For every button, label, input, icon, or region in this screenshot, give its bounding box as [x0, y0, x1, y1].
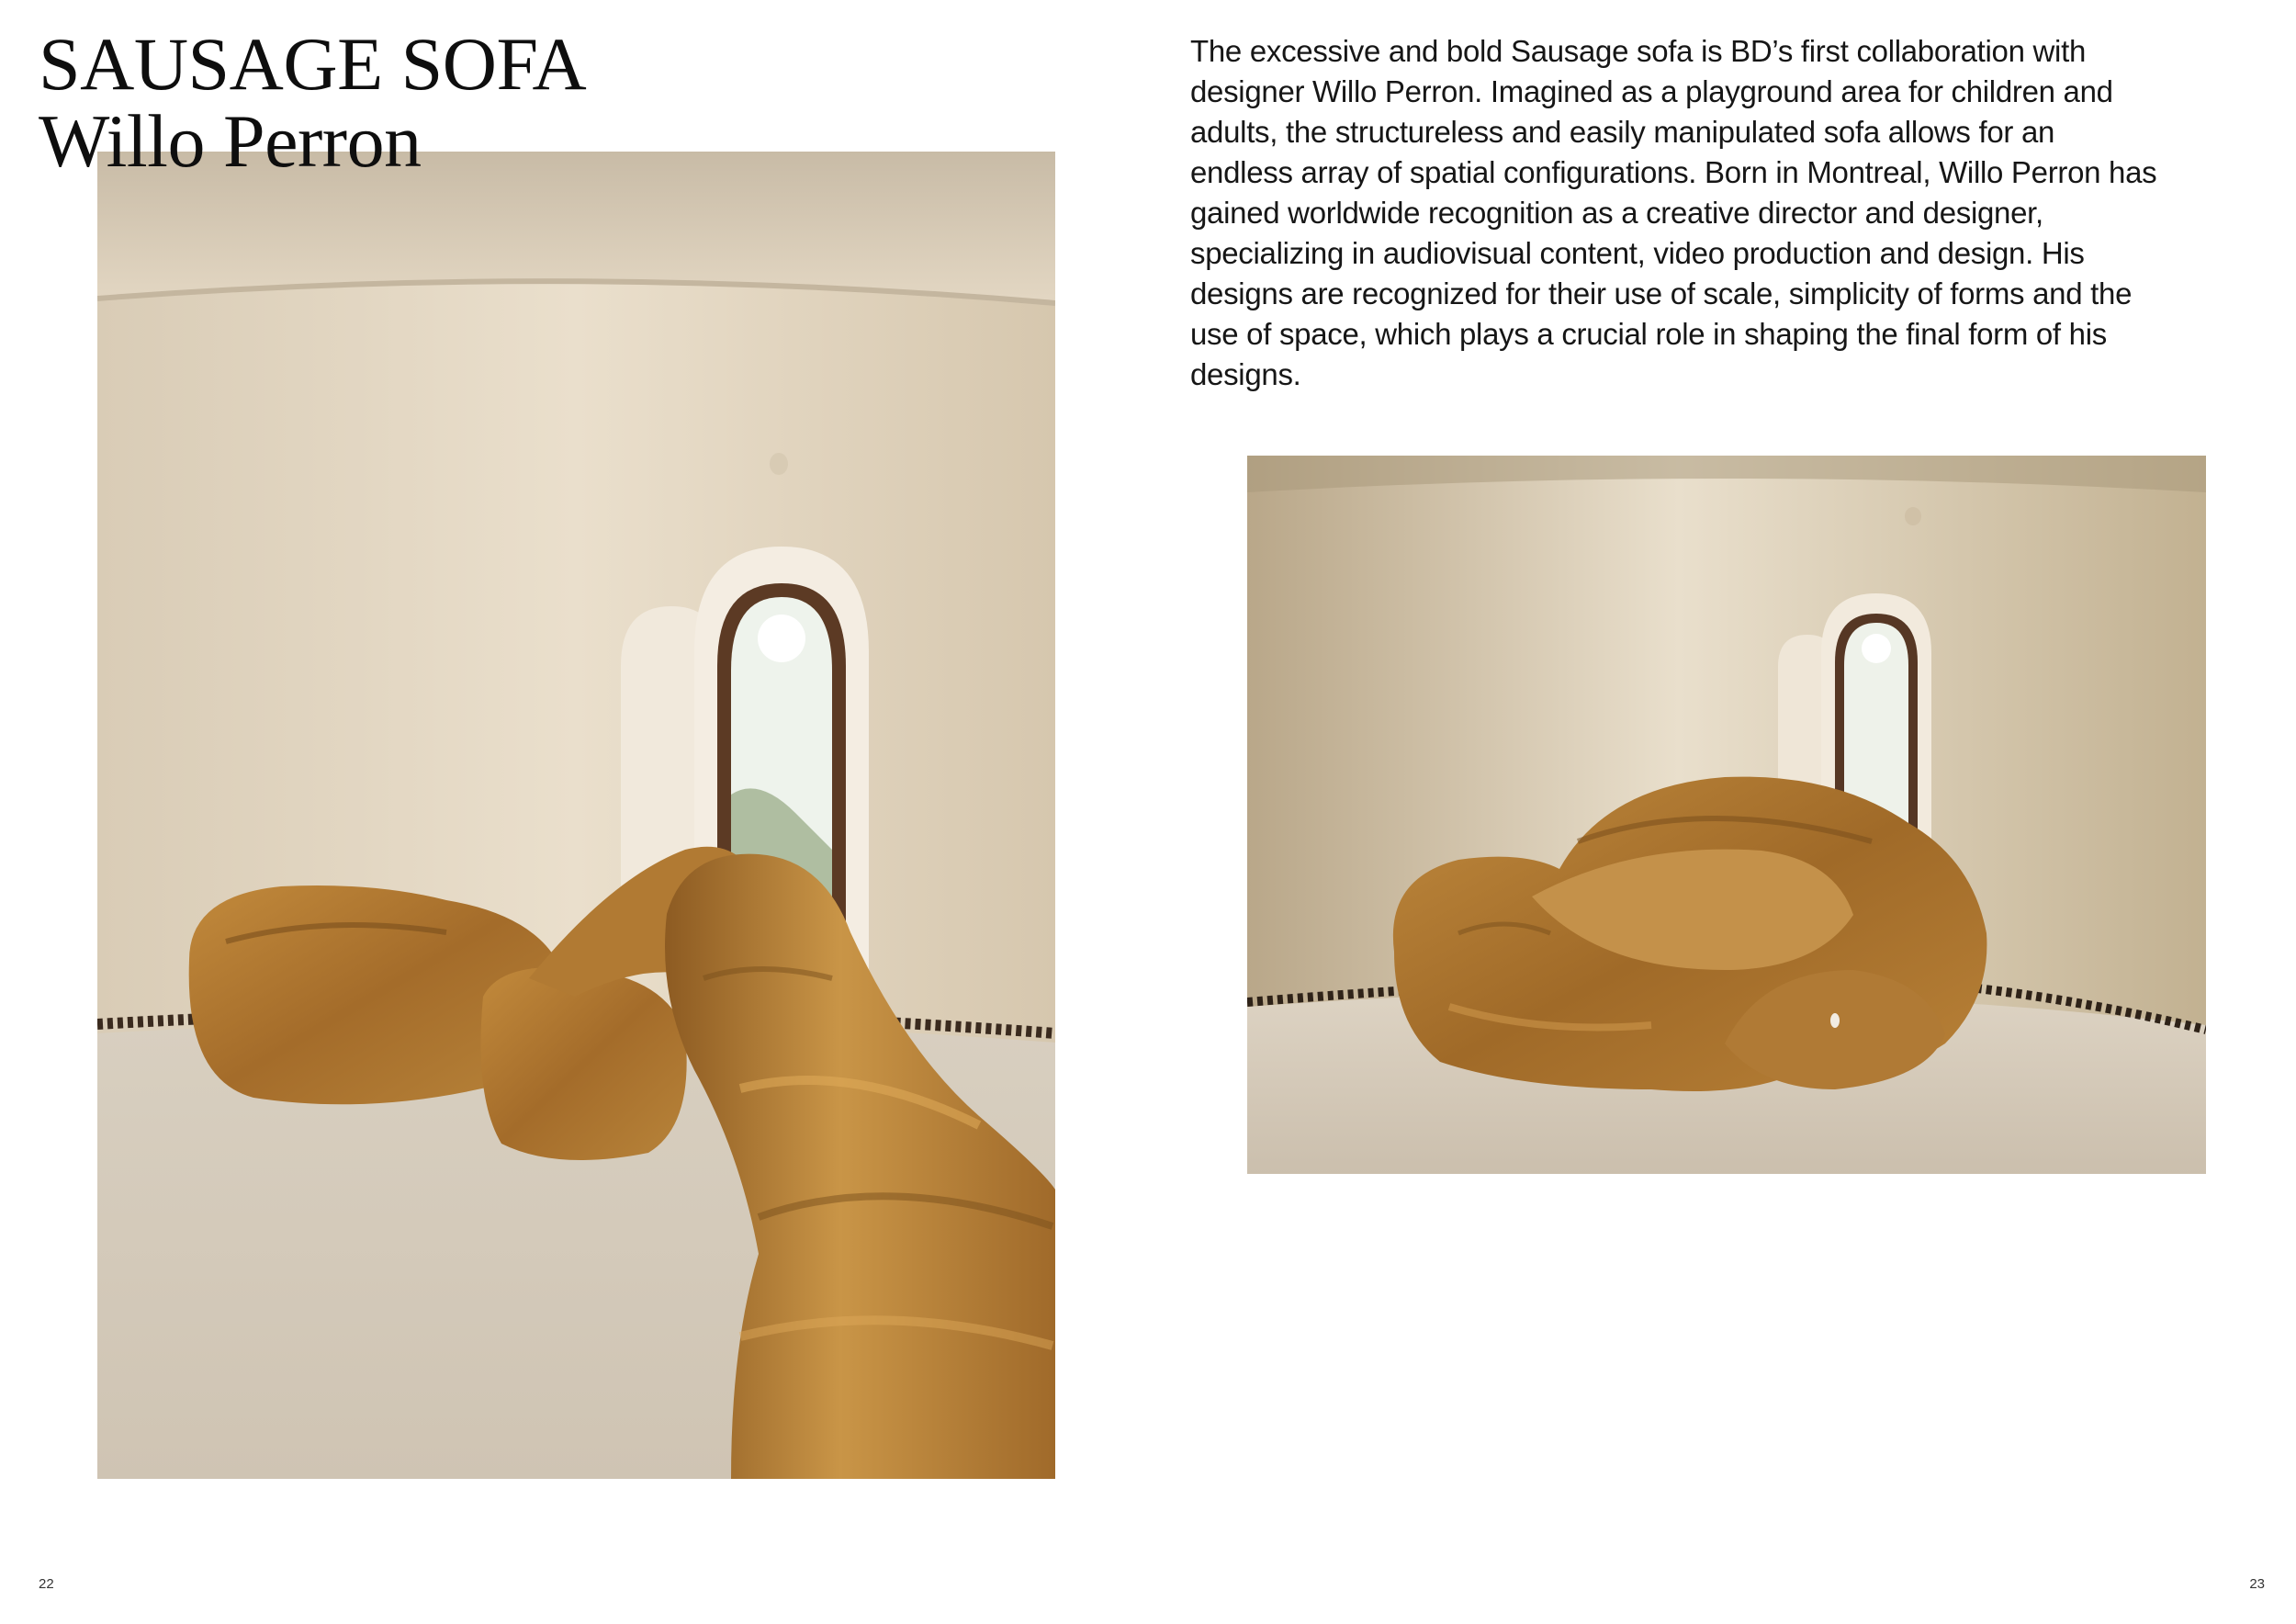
title-product: SAUSAGE SOFA	[39, 22, 587, 106]
sausage-sofa-photo-icon	[97, 152, 1055, 1479]
page-number-left: 22	[39, 1576, 54, 1592]
title-designer: Willo Perron	[39, 99, 422, 183]
sofa-photo-left	[97, 152, 1055, 1479]
article-body: The excessive and bold Sausage sofa is BD’s first collaboration with designer Willo Perron. Imagined as a playground area for children and adults, the structureless and easily manipulated sofa allows for an endless array of spatial configurations. Born in Montreal, Willo Perron has gained worldwide recognition as a creative director and designer, specializing in audiovisual content, video production and design. His designs are recognized for their use of scale, simplicity of forms and the use of space, which plays a crucial role in shaping the final form of his designs.	[1190, 34, 2157, 391]
spread-title	[39, 22, 587, 183]
sofa-photo-right	[1247, 456, 2206, 1174]
page-number-right: 23	[2249, 1576, 2265, 1592]
sausage-sofa-photo-icon	[1247, 456, 2206, 1174]
